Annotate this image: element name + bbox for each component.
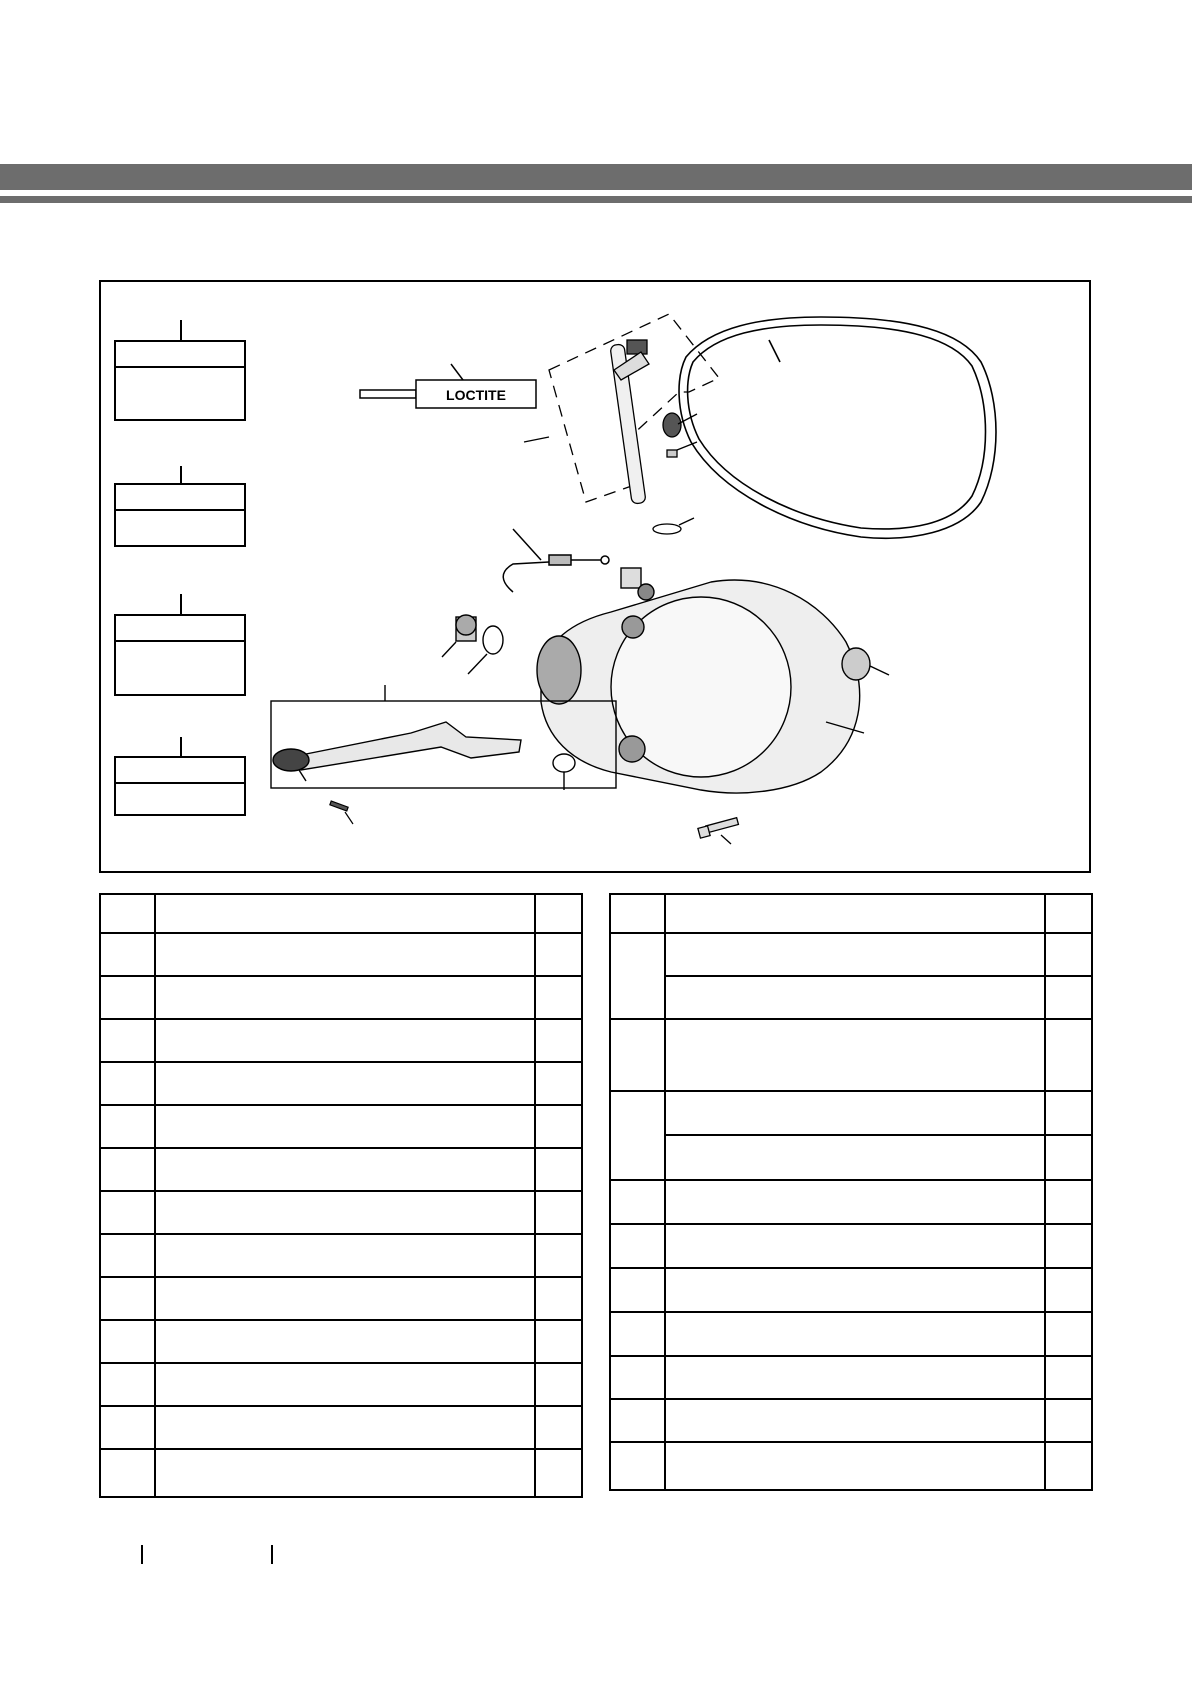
table-row [610, 1135, 1092, 1180]
table-row [610, 1312, 1092, 1356]
table-row [100, 1148, 582, 1191]
table-row [610, 1180, 1092, 1224]
table-row [100, 1019, 582, 1062]
table-row [100, 1062, 582, 1105]
table-row [100, 933, 582, 976]
table-row [610, 1019, 1092, 1091]
shift-shaft-group [524, 314, 719, 534]
table-row [610, 894, 1092, 933]
exploded-diagram [99, 280, 1091, 873]
footer-divider [141, 1545, 143, 1564]
table-row [100, 894, 582, 933]
parts-table-right [609, 893, 1093, 1491]
cable [503, 529, 609, 592]
spring-pin [330, 801, 353, 824]
table-row [610, 1399, 1092, 1442]
legend-box-3 [115, 594, 245, 695]
table-row [100, 1449, 582, 1497]
clutch-cover [537, 568, 864, 793]
table-row [610, 1224, 1092, 1268]
table-row [100, 1191, 582, 1234]
plug-and-washer [442, 615, 503, 674]
loctite-label: LOCTITE [446, 387, 506, 403]
table-row [610, 976, 1092, 1019]
parts-illustration [101, 282, 1089, 871]
table-row [100, 1105, 582, 1148]
oil-seal [553, 754, 575, 790]
table-row [610, 1268, 1092, 1312]
header-rule [0, 196, 1192, 203]
table-row [610, 933, 1092, 976]
table-row [100, 976, 582, 1019]
table-row [100, 1277, 582, 1320]
legend-box-4 [115, 737, 245, 815]
parts-table-left [99, 893, 583, 1498]
table-row [610, 1356, 1092, 1399]
cover-gasket [679, 317, 996, 538]
right-plug [842, 648, 889, 680]
table-row [100, 1320, 582, 1363]
cover-bolt [698, 818, 739, 844]
footer-divider [271, 1545, 273, 1564]
legend-box-1 [115, 320, 245, 420]
table-row [100, 1234, 582, 1277]
header-band [0, 164, 1192, 190]
legend-box-2 [115, 466, 245, 546]
table-row [610, 1091, 1092, 1135]
table-row [100, 1363, 582, 1406]
table-row [100, 1406, 582, 1449]
table-row [610, 1442, 1092, 1490]
